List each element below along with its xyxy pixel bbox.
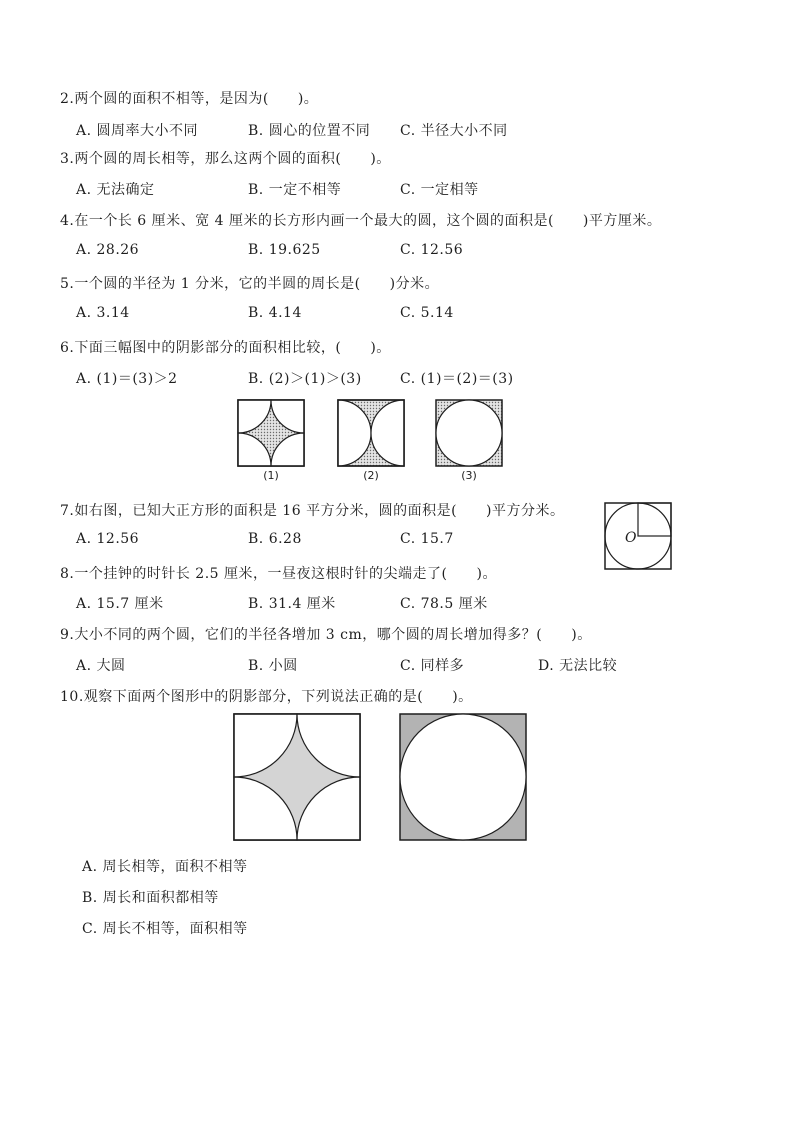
question-4-option-b[interactable]: B. 19.625 [248, 242, 321, 258]
question-3-option-a[interactable]: A. 无法确定 [76, 182, 155, 198]
question-8-stem: 8.一个挂钟的时针长 2.5 厘米，一昼夜这根时针的尖端走了( )。 [60, 566, 497, 582]
question-8-option-c[interactable]: C. 78.5 厘米 [400, 596, 488, 612]
figure-3-inscribed-circle [436, 400, 502, 466]
question-10-figures [232, 712, 532, 844]
question-5-option-a[interactable]: A. 3.14 [76, 305, 130, 321]
question-7-stem: 7.如右图，已知大正方形的面积是 16 平方分米，圆的面积是( )平方分米。 [60, 503, 565, 519]
question-2-option-a[interactable]: A. 圆周率大小不同 [76, 123, 199, 139]
question-3-stem: 3.两个圆的周长相等，那么这两个圆的面积( )。 [60, 151, 391, 167]
question-8-option-b[interactable]: B. 31.4 厘米 [248, 596, 336, 612]
question-4-option-a[interactable]: A. 28.26 [76, 242, 140, 258]
figure-2-semicircles [338, 400, 404, 466]
question-5-option-c[interactable]: C. 5.14 [400, 305, 454, 321]
question-10-option-a[interactable]: A. 周长相等，面积不相等 [82, 859, 248, 875]
question-10-option-b[interactable]: B. 周长和面积都相等 [82, 890, 219, 906]
question-2-option-c[interactable]: C. 半径大小不同 [400, 123, 508, 139]
question-9-option-a[interactable]: A. 大圆 [76, 658, 126, 674]
question-9-option-c[interactable]: C. 同样多 [400, 658, 465, 674]
figure-1-label: (1) [263, 469, 279, 482]
question-10-option-c[interactable]: C. 周长不相等，面积相等 [82, 921, 248, 937]
question-3-option-c[interactable]: C. 一定相等 [400, 182, 479, 198]
question-9-stem: 9.大小不同的两个圆，它们的半径各增加 3 cm，哪个圆的周长增加得多？( )。 [60, 627, 592, 643]
question-4-option-c[interactable]: C. 12.56 [400, 242, 464, 258]
question-7-option-b[interactable]: B. 6.28 [248, 531, 302, 547]
question-7-option-a[interactable]: A. 12.56 [76, 531, 140, 547]
question-7-figure [602, 500, 674, 572]
question-5-option-b[interactable]: B. 4.14 [248, 305, 302, 321]
question-7-option-c[interactable]: C. 15.7 [400, 531, 454, 547]
figure-3-label: (3) [461, 469, 477, 482]
question-4-stem: 4.在一个长 6 厘米、宽 4 厘米的长方形内画一个最大的圆，这个圆的面积是( )平方厘米。 [60, 213, 662, 229]
question-3-option-b[interactable]: B. 一定不相等 [248, 182, 342, 198]
question-9-option-d[interactable]: D. 无法比较 [538, 658, 618, 674]
question-6-stem: 6.下面三幅图中的阴影部分的面积相比较，( )。 [60, 340, 391, 356]
question-9-option-b[interactable]: B. 小圆 [248, 658, 298, 674]
question-6-option-a[interactable]: A. (1)＝(3)＞2 [76, 371, 178, 387]
figure-1-quarter-circles [238, 400, 304, 466]
figure-2-label: (2) [363, 469, 379, 482]
question-2-option-b[interactable]: B. 圆心的位置不同 [248, 123, 371, 139]
question-6-option-b[interactable]: B. (2)＞(1)＞(3) [248, 371, 362, 387]
question-6-option-c[interactable]: C. (1)＝(2)＝(3) [400, 371, 514, 387]
figure-star-shape [234, 714, 360, 840]
question-6-figures [236, 398, 506, 470]
figure-corner-shape [400, 714, 526, 840]
center-o-label: O [625, 530, 637, 546]
question-5-stem: 5.一个圆的半径为 1 分米，它的半圆的周长是( )分米。 [60, 276, 440, 292]
question-10-stem: 10.观察下面两个图形中的阴影部分，下列说法正确的是( )。 [60, 689, 473, 705]
question-2-stem: 2.两个圆的面积不相等，是因为( )。 [60, 91, 319, 107]
question-8-option-a[interactable]: A. 15.7 厘米 [76, 596, 164, 612]
